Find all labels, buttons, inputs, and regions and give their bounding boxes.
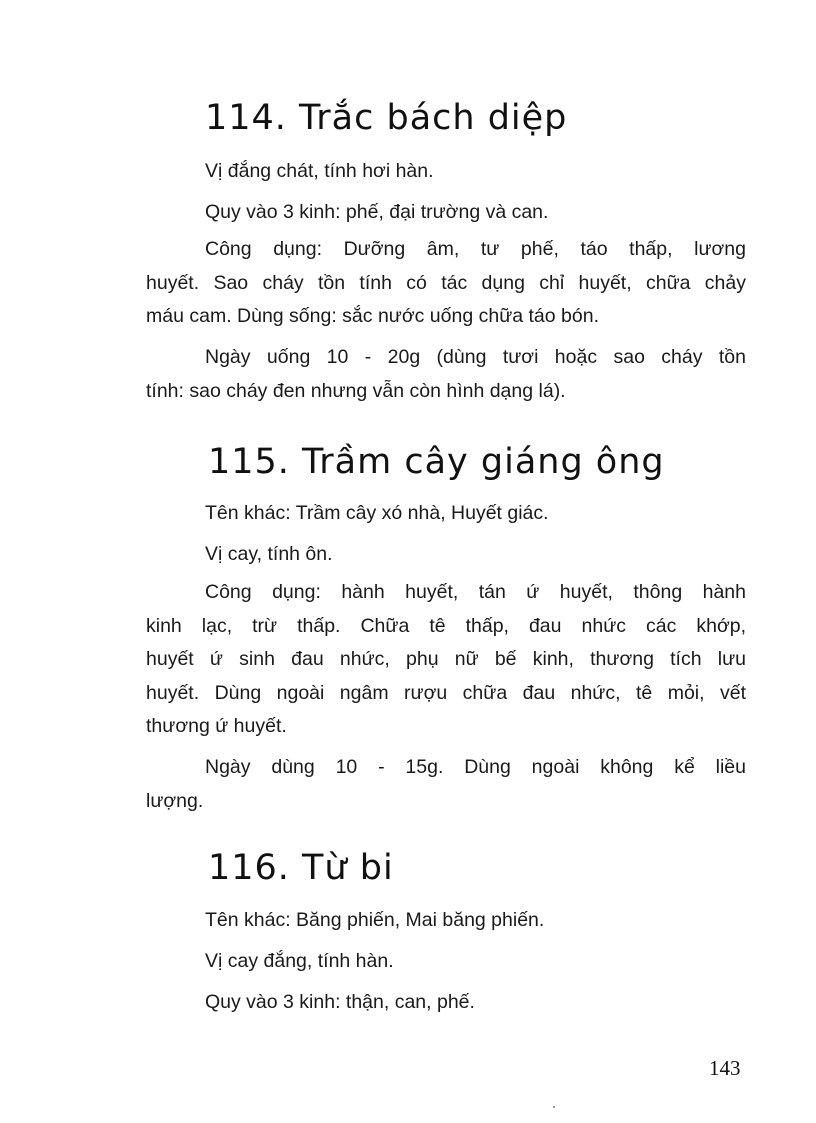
text-line: thương ứ huyết. <box>146 715 287 737</box>
text-line: Ngày uống 10 - 20g (dùng tươi hoặc sao cháy tồn <box>205 346 746 368</box>
text-line: Công dụng: hành huyết, tán ứ huyết, thông hành <box>205 581 746 603</box>
section-heading-114: 114. Trắc bách diệp <box>205 98 568 138</box>
text-line: Công dụng: Dưỡng âm, tư phế, táo thấp, lương <box>205 238 746 260</box>
text-line: kinh lạc, trừ thấp. Chữa tê thấp, đau nhức các khớp, <box>146 614 746 637</box>
text-line: máu cam. Dùng sống: sắc nước uống chữa táo bón. <box>146 305 599 327</box>
text-line: Vị cay, tính ôn. <box>205 543 333 565</box>
text-line: Vị cay đắng, tính hàn. <box>205 950 394 972</box>
text-line: Tên khác: Trầm cây xó nhà, Huyết giác. <box>205 502 549 524</box>
paragraph <box>205 196 765 230</box>
paragraph <box>205 986 765 1020</box>
text-line: lượng. <box>146 789 204 812</box>
section-heading-115: 115. Trầm cây giáng ông <box>208 442 665 482</box>
paragraph <box>205 904 765 938</box>
text-line: tính: sao cháy đen nhưng vẫn còn hình dạng lá). <box>146 379 566 402</box>
scan-speck <box>553 1106 555 1108</box>
text-line: Quy vào 3 kinh: phế, đại trường và can. <box>205 201 549 223</box>
paragraph <box>146 576 746 744</box>
paragraph <box>146 751 746 818</box>
text-line: huyết. Sao cháy tồn tính có tác dụng chỉ huyết, chữa chảy <box>146 271 746 294</box>
text-line: Ngày dùng 10 - 15g. Dùng ngoài không kể liều <box>205 756 746 778</box>
paragraph <box>205 538 765 572</box>
text-line: huyết ứ sinh đau nhức, phụ nữ bế kinh, thương tích lưu <box>146 648 746 670</box>
paragraph <box>205 945 765 979</box>
text-line: Quy vào 3 kinh: thận, can, phế. <box>205 991 475 1013</box>
section-heading-116: 116. Từ bi <box>208 848 394 888</box>
paragraph <box>205 155 765 189</box>
page-number: 143 <box>709 1056 741 1080</box>
text-line: Vị đắng chát, tính hơi hàn. <box>205 160 434 182</box>
paragraph <box>146 341 746 408</box>
paragraph <box>205 497 765 531</box>
text-line: huyết. Dùng ngoài ngâm rượu chữa đau nhức, tê mỏi, vết <box>146 681 746 704</box>
paragraph <box>146 233 746 334</box>
text-line: Tên khác: Băng phiến, Mai băng phiến. <box>205 909 545 931</box>
